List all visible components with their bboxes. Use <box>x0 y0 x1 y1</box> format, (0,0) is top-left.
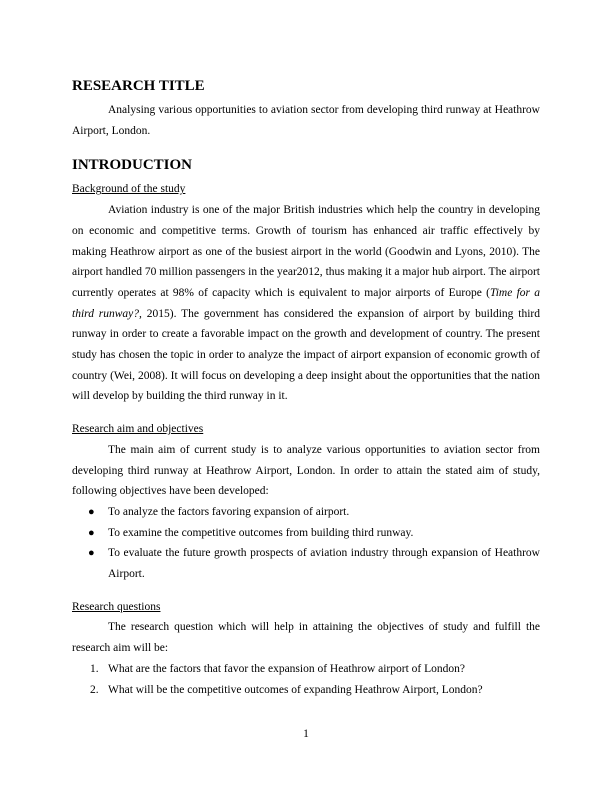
objective-text: To analyze the factors favoring expansion of airport. <box>108 505 350 518</box>
list-item <box>72 680 540 701</box>
questions-list <box>72 659 540 700</box>
objective-text: To examine the competitive outcomes from building third runway. <box>108 526 414 539</box>
aims-paragraph: The main aim of current study is to analyze various opportunities to aviation sector from developing third runway at Heathrow Airport, London. In order to attain the stated aim of study, following objectives have been developed: <box>72 443 540 498</box>
document-page <box>72 76 540 700</box>
questions-paragraph: The research question which will help in attaining the objectives of study and fulfill the research aim will be: <box>72 621 540 655</box>
background-paragraph <box>72 200 540 407</box>
background-text-part2: 2015). The government has considered the expansion of airport by building third runway in order to create a favorable impact on the growth and development of country. The present study has chosen the topic in order to analyze the impact of airport expansion of economic growth of country (Wei, 2008). It will focus on developing a deep insight about the opportunities that the nation will develop by building the third runway in it. <box>72 307 540 403</box>
objectives-list <box>72 502 540 585</box>
questions-subheading: Research questions <box>72 600 161 613</box>
list-item <box>72 543 540 584</box>
list-item <box>72 523 540 544</box>
background-text-part1: Aviation industry is one of the major British industries which help the country in developing on economic and competitive terms. Growth of tourism has enhanced air traffic effectively by making Heathrow airport as one of the busiest airport in the world (Goodwin and Lyons, 2010). The airport handled 70 million passengers in the year2012, thus making it a major hub airport. The airport currently operates at 98% of capacity which is equivalent to major airports of Europe ( <box>72 204 540 299</box>
list-item <box>72 659 540 680</box>
bullet-icon: ● <box>88 505 95 518</box>
question-number: 1. <box>90 662 99 675</box>
background-subheading: Background of the study <box>72 183 186 196</box>
bullet-icon: ● <box>88 526 95 539</box>
objective-text: To evaluate the future growth prospects of aviation industry through expansion of Heathrow Airport. <box>108 547 540 581</box>
question-text: What will be the competitive outcomes of expanding Heathrow Airport, London? <box>108 683 483 696</box>
question-number: 2. <box>90 683 99 696</box>
research-title-heading: RESEARCH TITLE <box>72 78 205 94</box>
question-text: What are the factors that favor the expansion of Heathrow airport of London? <box>108 662 465 675</box>
introduction-heading: INTRODUCTION <box>72 157 193 174</box>
bullet-icon: ● <box>88 547 95 560</box>
list-item <box>72 502 540 523</box>
aims-subheading: Research aim and objectives <box>72 423 204 436</box>
page-number: 1 <box>303 728 309 740</box>
background-italic-citation: Time for a third runway?, <box>72 286 540 320</box>
research-title-text: Analysing various opportunities to aviation sector from developing third runway at Heathrow Airport, London. <box>72 104 540 137</box>
